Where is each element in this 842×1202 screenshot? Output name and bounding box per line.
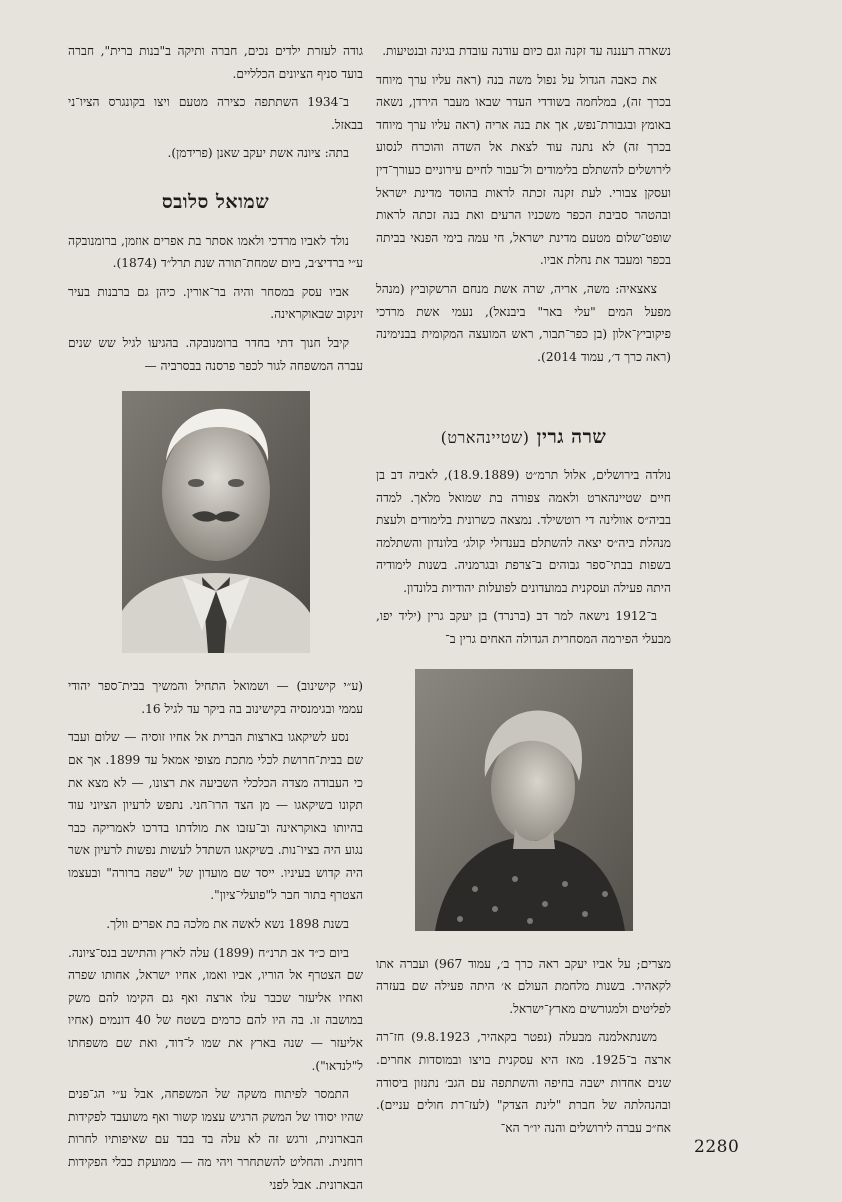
paragraph: (ע״י קישינוב) — ושמואל התחיל והמשיך בבית־ספר יהודי עממי ובגימנסיה בקישינוב בה ביקר עד לגיל 16. [68, 679, 363, 716]
article-heading-sarah-green [376, 426, 671, 450]
heading-name: שרה גרין [536, 426, 607, 449]
paragraph: את כאבה הגדול על נפול משה בנה (ראה עליו ערך מיוחד בכרך זה), במלחמה בשודדי העדר שבאו מעבר הירדן, נשאה באומץ ובגבורת־נפש, אך את בנה אריה (ראה עליו ערך מיוחד בכרך זה) לא נתנה עוד לצאת אל השדה והוכרח לנסוע לירושלים להשתלם בלימודים ול־עבור לחיים עירוניים כעורך־דין ועסקן צבורי. לעת זקנה זכתה לראות בהוסד מדינת ישראל ובהטהר סביבת הכפר משכניו הרעים ואת בנה זכתה לראות שופט־שלום מטעם מדינת ישראל, חי עמה בימי הפנאי בביתה בכפר ומעבד את נחלת אביו. [376, 72, 671, 268]
paragraph: נולדה בירושלים, אלול תרמ״ט (18.9.1889), לאביה דב בן חיים שטיינהארט ולאמה צפורה בת שמואל מלאך. למדה בביה״ס אוולינה די רוטשילד. נמצאה כשרונית בלימודים ולעצת מנהלת ביה״ס יצאה להשתלם בענדזלי קולג׳ בלונדון והשתלמה בשפות בבתי־ספר גבוהים ב־צרפת ובגרמניה. בשנות לימודיה היתה פעילה ועסקנית במועדונים לפועלות יהודיות בלונדון. [376, 467, 671, 595]
paragraph: צאצאיה: משה, אריה, שרה אשת מנחם הרשקוביץ (מנהל מפעל המים "עלי באר" ביבנאל), נעמי אשת מרדכי פיקוביץ־אלון (בן כפר־תבור, ראש המועצה המקומית בבנימינה (ראה כרך ד׳, עמוד 2014). [376, 281, 671, 364]
paragraph: ביום כ״ד אב תרנ״ח (1899) עלה לארץ והתישב בנס־ציונה. שם הצטרף אל הוריו, אביו ואמו, אחיו ישראל, אחותו שפרה ואחיו אליעזר שכבר עלו ארצה ואף גם הקימו להם משק במושבה זו. בה היו להם כרמים בשטח של 40 דונמים (אחיו אליעזר — שנה בארץ את שמו ל־דוד, ואת שם משפחתו ל"לנדאו"). [68, 945, 363, 1073]
paragraph: גודה לעזרת ילדים נכים, חברה ותיקה ב"בנות ברית", חברה בועד סניף הציונים הכלליים. [68, 44, 363, 81]
portrait-photo-man [122, 391, 310, 653]
paragraph: נסע לשיקאגו בארצות הברית אל אחיו זוסיה — שלום ועבד שם בבית־חרושת לכלי מתכת מצופי אמאל עד 1899. אך אם כי העבודה מצדה הכלכלי השביעה את רצונו, — לא מצא את תקונו בשיקאגו — מן הצד הרו־חני. נתפש לרעיון הציוני עוד בהיותו באוקראינה וב־עזבו את מולדתו בדרכו לאמריקה כבר נגוע היה בציו־נות. בשיקאגו השתדל לעשות נפשות לרעיון אשר היה קדוש בעיניו. ייסד שם מועדון של "שפה ברורה" ובעצמו הצטרף בתור חבר ל"פועלי־ציון". [68, 730, 363, 903]
paragraph: נשארה רעננה עד זקנה וגם כיום עודנה עובדת בגינה ובנטיעות. [382, 44, 671, 58]
paragraph: ב־1934 השתתפה כצירה מטעם ויצו בקונגרס הציו־ני בבאזל. [68, 95, 363, 132]
paragraph: מצרים; על אביו יעקב ראה כרך ב׳, עמוד 967) ועברה אתו לקאהיר. בשנות מלחמת העולם א׳ היתה פעילה שם בעזרה לפליטים ולמגורשים מארץ־ישראל. [376, 956, 671, 1016]
left-column [68, 40, 363, 1202]
article-heading-shmuel-slobs: שמואל סלובס [161, 190, 270, 213]
heading-maiden-name: (שטיינהארט) [440, 428, 530, 448]
portrait-photo-woman [415, 669, 633, 931]
paragraph: אביו עסק במסחר והיה בר־אורין. כיהן גם ברבנות בעיר זינקוב שבאוקראינה. [68, 284, 363, 322]
paragraph: בתה: ציונה אשת יעקב שאנן (פרידמן). [167, 146, 349, 161]
right-column [376, 40, 671, 1145]
paragraph: נולד לאביו מרדכי ולאמו אסתר בת אפרים אוזמן, ברומנובקה ע״י ברדיצ׳ב, ביום שמחת־תורה שנת תרל״ד (1874). [68, 233, 363, 271]
paragraph: משנתאלמנה מבעלה (נפטר בקאהיר, 9.8.1923) חז־רה ארצה ב־1925. מאז היא עסקנית בויצו ובמוסדות אחרים. שנים אחדות ישבה בחיפה והשתתפה עם הגב׳ נתנזון ביסודה ובהנהלתה של חברת "לינת הצדק" (לעז־רת חולים עניים). אח״כ עברה לירושלים והנה יו״ר הא־ [376, 1030, 672, 1135]
paragraph: בשנת 1898 נשא לאשה את מלכה בת אפרים וולך. [106, 917, 349, 932]
page-number: 2280 [694, 1137, 740, 1157]
paragraph: ב־1912 נישאה למר דב (ברנרד) בן יעקב גרין (יליד יפו, מבעלי הפירמה המסחרית הגדולה האחים גרין ב־ [376, 609, 671, 647]
paragraph: קיבל חנוך דתי בחדר ברומנובקה. בהגיעו לגיל שש שנים עברה המשפחה לגור לכפר פרסנה בבסרביה — [68, 335, 363, 373]
paragraph: התמסר לפיתוח משקה של המשפחה, אבל ע״י הג־פנים שהיו יסודו של המשק הרגיש עצמו קשור ואף משועבד לפקידות הבארונית, ורגש זה לא עלה בד בבד עם שאיפותיו לחרות רוחנית. והחליט להשתחרר ויהי מה — ממועקת כבלי הפקידות הבארונית. אבל לפני [68, 1087, 363, 1192]
